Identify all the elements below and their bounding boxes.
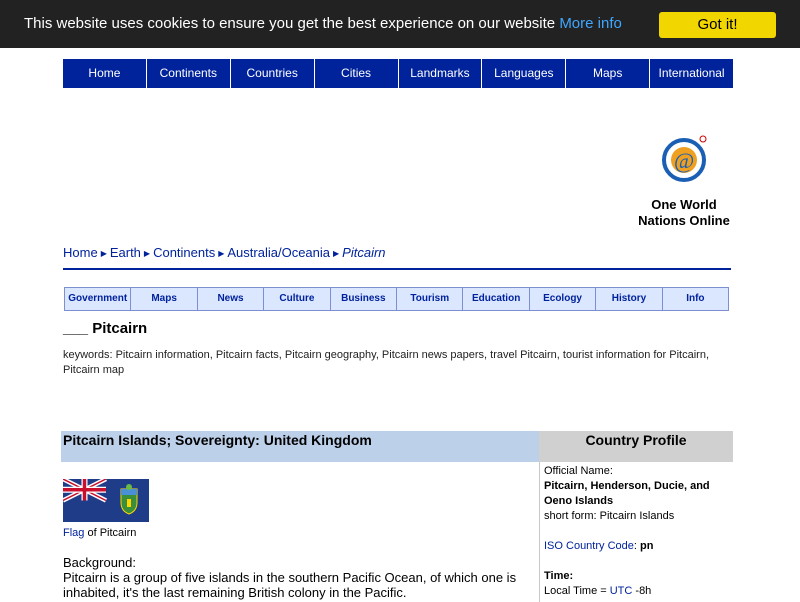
topic-info[interactable]: Info [686, 293, 705, 304]
nav-home[interactable]: Home [63, 59, 147, 88]
local-time [544, 584, 651, 599]
flag-caption [63, 527, 136, 539]
flag-caption-text: of Pitcairn [84, 527, 137, 539]
cookie-banner [0, 0, 800, 48]
short-form: short form: Pitcairn Islands [544, 510, 675, 522]
cookie-message-text: This website uses cookies to ensure you get the best experience on our website [24, 15, 556, 32]
time-label [544, 569, 573, 584]
nav-countries[interactable]: Countries [231, 59, 315, 88]
utc-link[interactable]: UTC [609, 585, 633, 597]
topic-history[interactable]: History [596, 288, 662, 310]
arrow-right-icon: ▶ [100, 249, 107, 258]
nav-maps[interactable]: Maps [566, 59, 650, 88]
topic-maps[interactable]: Maps [131, 288, 197, 310]
nav-continents[interactable]: Continents [147, 59, 231, 88]
breadcrumb-earth[interactable]: Earth [109, 245, 141, 260]
site-name-line1: One World [651, 197, 717, 212]
arrow-right-icon: ▶ [333, 249, 340, 258]
pitcairn-flag-image[interactable] [63, 479, 149, 522]
breadcrumb-home[interactable]: Home [63, 245, 98, 260]
svg-text:@: @ [673, 148, 695, 173]
arrow-right-icon: ▶ [218, 249, 225, 258]
official-name-label: Official Name: [544, 465, 613, 477]
official-name-text: Pitcairn, Henderson, Ducie, and Oeno Islands [544, 480, 710, 507]
iso-code: ISO Country Code: pn [544, 540, 654, 552]
nav-languages[interactable]: Languages [482, 59, 566, 88]
got-it-button[interactable]: Got it! [659, 12, 776, 38]
nav-cities[interactable]: Cities [315, 59, 399, 88]
topic-tourism[interactable]: Tourism [397, 288, 463, 310]
breadcrumb-continents[interactable]: Continents [153, 245, 216, 260]
keywords-text: keywords: Pitcairn information, Pitcairn facts, Pitcairn geography, Pitcairn news papers, travel Pitcairn, tourist information for Pitcairn, Pitcairn map [63, 349, 710, 376]
page-title: ___ Pitcairn [63, 320, 148, 337]
nav-landmarks[interactable]: Landmarks [399, 59, 483, 88]
time-label-text: Time: [544, 570, 574, 582]
topic-business[interactable]: Business [331, 288, 397, 310]
local-time-value: -8h [632, 585, 652, 597]
divider [63, 268, 731, 270]
arrow-right-icon: ▶ [143, 249, 151, 258]
topic-culture[interactable]: Culture [264, 288, 330, 310]
site-name [620, 197, 748, 229]
topic-ecology[interactable]: Ecology [530, 288, 596, 310]
site-logo-icon[interactable] [660, 133, 708, 185]
background-label: Background: [63, 555, 136, 570]
breadcrumb [63, 245, 386, 260]
cookie-message [24, 15, 622, 32]
topic-education[interactable]: Education [463, 288, 529, 310]
iso-code-link[interactable]: ISO Country Code [544, 540, 634, 552]
nav-international[interactable]: International [658, 66, 725, 80]
official-name-value [544, 479, 730, 509]
background-text: Pitcairn is a group of five islands in the southern Pacific Ocean, of which one is inhabited, it's the last remaining British colony in the Pacific. [63, 570, 517, 600]
topic-nav [64, 287, 729, 311]
main-nav [63, 59, 733, 88]
local-time-prefix: Local Time = [544, 585, 610, 597]
country-profile-header: Country Profile [539, 431, 733, 462]
site-name-line2: Nations Online [638, 213, 730, 228]
content-header: Pitcairn Islands; Sovereignty: United Kingdom [61, 431, 539, 462]
topic-government[interactable]: Government [65, 288, 131, 310]
flag-link[interactable]: Flag [63, 527, 85, 539]
breadcrumb-current: Pitcairn [342, 245, 386, 260]
iso-code-value: pn [640, 540, 654, 552]
more-info-link[interactable]: More info [559, 15, 622, 32]
topic-news[interactable]: News [198, 288, 264, 310]
breadcrumb-australia-oceania[interactable]: Australia/Oceania [227, 245, 331, 260]
